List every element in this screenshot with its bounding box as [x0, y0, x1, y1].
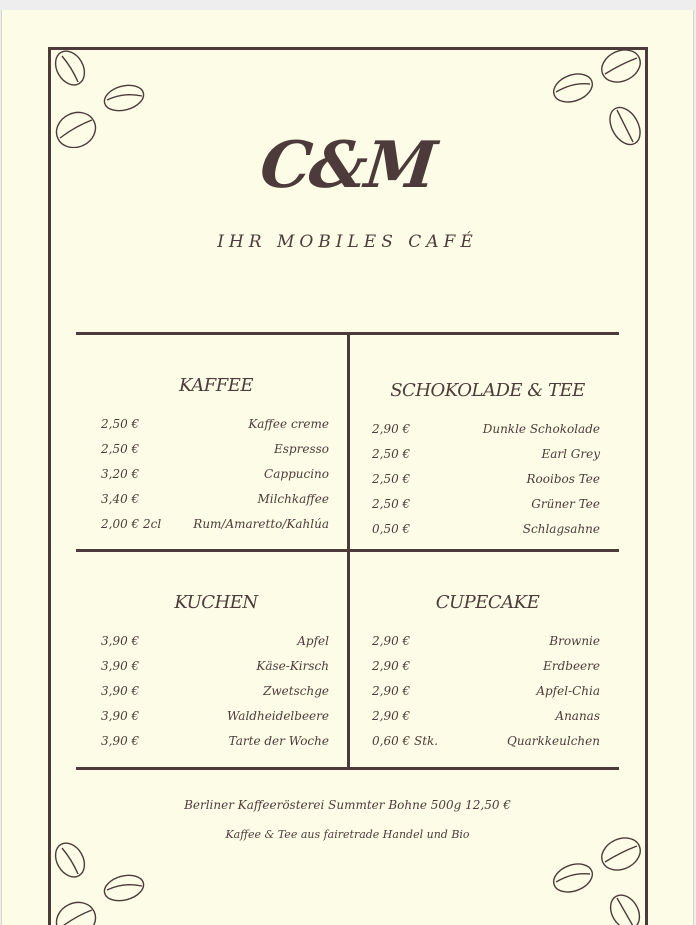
item-name: Milchkaffee	[257, 492, 329, 506]
item-price: 0,50 €	[372, 522, 411, 536]
item-price: 2,50 €	[372, 497, 411, 511]
coffee-beans-bottom-left-icon	[52, 838, 152, 925]
list-item	[101, 659, 329, 679]
item-name: Waldheidelbeere	[227, 709, 329, 723]
item-price: 0,60 € Stk.	[372, 734, 439, 748]
tagline: IHR MOBILES CAFÉ	[217, 232, 478, 252]
item-price: 3,40 €	[101, 492, 140, 506]
menu-page	[1, 10, 694, 925]
item-name: Espresso	[274, 442, 329, 456]
item-name: Erdbeere	[543, 659, 600, 673]
list-item	[372, 684, 600, 704]
list-item	[101, 417, 329, 437]
item-price: 3,90 €	[101, 684, 140, 698]
item-price: 2,90 €	[372, 422, 411, 436]
list-item	[372, 634, 600, 654]
item-name: Ananas	[555, 709, 600, 723]
item-name: Rum/Amaretto/Kahlúa	[193, 517, 329, 531]
list-item	[101, 492, 329, 512]
list-item	[101, 734, 329, 754]
item-name: Kaffee creme	[248, 417, 329, 431]
list-item	[372, 497, 600, 517]
list-item	[372, 522, 600, 542]
list-item	[101, 442, 329, 462]
item-name: Zwetschge	[263, 684, 329, 698]
list-item	[372, 447, 600, 467]
section-title-kaffee: KAFFEE	[179, 375, 253, 396]
item-name: Apfel	[297, 634, 329, 648]
list-item	[372, 734, 600, 754]
list-item	[372, 472, 600, 492]
item-price: 2,50 €	[101, 442, 140, 456]
item-price: 3,90 €	[101, 659, 140, 673]
item-price: 3,90 €	[101, 634, 140, 648]
list-item	[372, 422, 600, 442]
item-name: Grüner Tee	[531, 497, 600, 511]
item-price: 2,90 €	[372, 709, 411, 723]
item-price: 2,50 €	[372, 472, 411, 486]
list-item	[101, 467, 329, 487]
item-name: Käse-Kirsch	[256, 659, 329, 673]
item-name: Rooibos Tee	[526, 472, 600, 486]
list-item	[101, 709, 329, 729]
section-title-schokolade-tee: SCHOKOLADE & TEE	[390, 380, 585, 401]
item-price: 3,90 €	[101, 709, 140, 723]
item-price: 2,90 €	[372, 659, 411, 673]
item-name: Schlagsahne	[522, 522, 600, 536]
section-title-cupecake: CUPECAKE	[435, 592, 540, 613]
item-price: 2,50 €	[101, 417, 140, 431]
item-price: 3,20 €	[101, 467, 140, 481]
item-name: Apfel-Chia	[536, 684, 600, 698]
item-name: Earl Grey	[541, 447, 600, 461]
item-price: 3,90 €	[101, 734, 140, 748]
item-price: 2,00 € 2cl	[101, 517, 162, 531]
logo: C&M	[256, 128, 439, 203]
item-price: 2,50 €	[372, 447, 411, 461]
item-name: Cappucino	[264, 467, 329, 481]
item-name: Dunkle Schokolade	[482, 422, 600, 436]
list-item	[101, 634, 329, 654]
list-item	[372, 659, 600, 679]
list-item	[372, 709, 600, 729]
list-item	[101, 517, 329, 537]
item-price: 2,90 €	[372, 634, 411, 648]
item-name: Tarte der Woche	[228, 734, 329, 748]
item-name: Quarkkeulchen	[507, 734, 600, 748]
list-item	[101, 684, 329, 704]
item-price: 2,90 €	[372, 684, 411, 698]
footer-note-fairtrade: Kaffee & Tee aus fairetrade Handel und Bio	[225, 828, 470, 841]
section-title-kuchen: KUCHEN	[174, 592, 258, 613]
item-name: Brownie	[549, 634, 600, 648]
coffee-beans-bottom-right-icon	[547, 832, 647, 925]
footer-note-coffee: Berliner Kaffeerösterei Summter Bohne 500g 12,50 €	[184, 798, 511, 812]
